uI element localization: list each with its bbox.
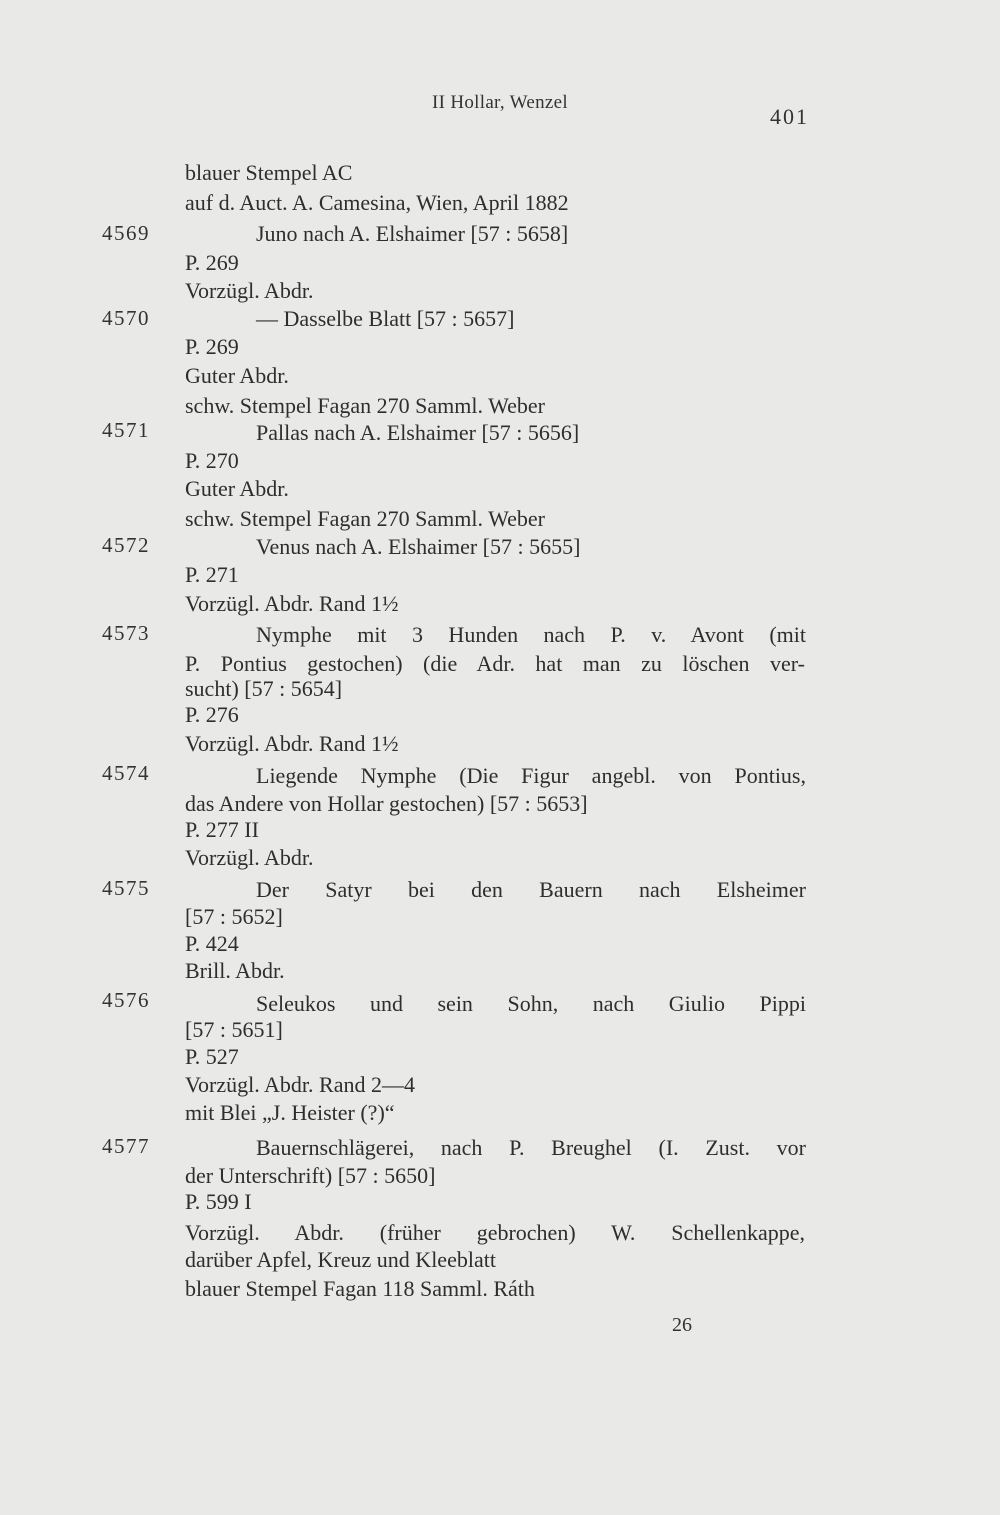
entry-line: das Andere von Hollar gestochen) [57 : 5653] — [185, 791, 588, 816]
entry-line: P. Pontius gestochen) (die Adr. hat man zu löschen ver- — [185, 651, 805, 676]
entry-title: Pallas nach A. Elshaimer [57 : 5656] — [256, 420, 580, 445]
page-number: 401 — [770, 104, 809, 129]
entry-number: 4574 — [102, 761, 150, 785]
entry-title: Seleukos und sein Sohn, nach Giulio Pippi — [256, 991, 806, 1016]
entry-title: Juno nach A. Elshaimer [57 : 5658] — [256, 221, 569, 246]
entry-number: 4577 — [102, 1134, 150, 1158]
entry-line: [57 : 5652] — [185, 904, 283, 929]
entry-number: 4576 — [102, 988, 150, 1012]
entry-title: Der Satyr bei den Bauern nach Elsheimer — [256, 877, 806, 902]
entry-line: Vorzügl. Abdr. — [185, 845, 314, 870]
entry-number: 4572 — [102, 533, 150, 557]
entry-number: 4570 — [102, 306, 150, 330]
entry-line: darüber Apfel, Kreuz und Kleeblatt — [185, 1247, 496, 1272]
entry-number: 4569 — [102, 221, 150, 245]
entry-line: blauer Stempel AC — [185, 160, 353, 185]
entry-line: schw. Stempel Fagan 270 Samml. Weber — [185, 393, 545, 418]
entry-number: 4573 — [102, 621, 150, 645]
entry-line: blauer Stempel Fagan 118 Samml. Ráth — [185, 1276, 535, 1301]
entry-line: [57 : 5651] — [185, 1017, 283, 1042]
entry-line: auf d. Auct. A. Camesina, Wien, April 1882 — [185, 190, 569, 215]
entry-line: P. 270 — [185, 448, 239, 473]
entry-line: Vorzügl. Abdr. Rand 1½ — [185, 731, 399, 756]
entry-line: Vorzügl. Abdr. Rand 1½ — [185, 591, 399, 616]
signature-mark: 26 — [672, 1314, 692, 1336]
entry-line: Brill. Abdr. — [185, 958, 285, 983]
entry-title: — Dasselbe Blatt [57 : 5657] — [256, 306, 515, 331]
entry-title: Venus nach A. Elshaimer [57 : 5655] — [256, 534, 581, 559]
entry-number: 4575 — [102, 876, 150, 900]
entry-line: P. 599 I — [185, 1189, 252, 1214]
entry-line: schw. Stempel Fagan 270 Samml. Weber — [185, 506, 545, 531]
entry-line: Vorzügl. Abdr. — [185, 278, 314, 303]
entry-number: 4571 — [102, 418, 150, 442]
entry-line: der Unterschrift) [57 : 5650] — [185, 1163, 436, 1188]
entry-title: Bauernschlägerei, nach P. Breughel (I. Zust. vor — [256, 1135, 806, 1160]
entry-title: Liegende Nymphe (Die Figur angebl. von Pontius, — [256, 763, 806, 788]
entry-line: P. 277 II — [185, 817, 259, 842]
entry-line: Guter Abdr. — [185, 363, 289, 388]
entry-line: P. 269 — [185, 334, 239, 359]
entry-line: P. 424 — [185, 931, 239, 956]
entry-line: P. 269 — [185, 250, 239, 275]
entry-line: Vorzügl. Abdr. (früher gebrochen) W. Schellenkappe, — [185, 1220, 805, 1245]
entry-line: mit Blei „J. Heister (?)“ — [185, 1100, 395, 1125]
entry-line: sucht) [57 : 5654] — [185, 676, 343, 701]
entry-line: Guter Abdr. — [185, 476, 289, 501]
entry-line: Vorzügl. Abdr. Rand 2—4 — [185, 1072, 415, 1097]
running-head: II Hollar, Wenzel — [432, 92, 568, 113]
entry-line: P. 271 — [185, 562, 239, 587]
entry-line: P. 276 — [185, 702, 239, 727]
entry-line: P. 527 — [185, 1044, 239, 1069]
entry-title: Nymphe mit 3 Hunden nach P. v. Avont (mit — [256, 622, 806, 647]
